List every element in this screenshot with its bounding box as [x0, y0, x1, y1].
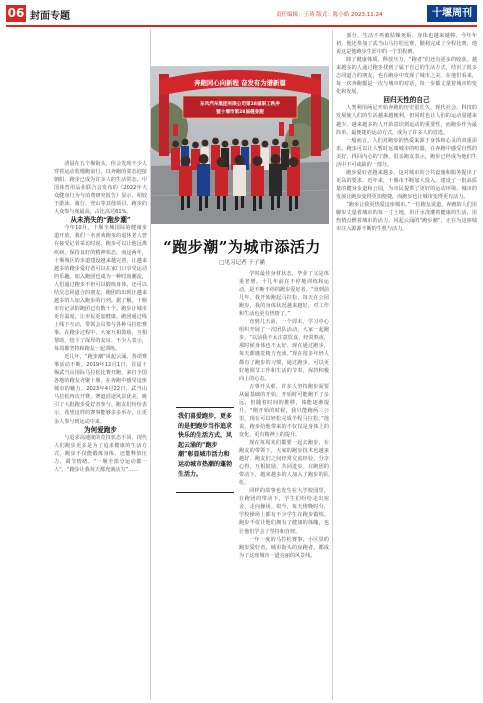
paragraph: 与追求高速度的竞技状态不同，现代人们跑步更多是为了追求健康的生活方式。跑步不仅能锻炼身体，还能释放压力、调节情绪。“一堰全部分运动都一人”，“跑步让我每天都充满活力”……: [54, 434, 147, 473]
paragraph: 一年一度的马拉松赛事，小区里的跑步爱好者，城市街头的夜跑者，都成为了这座城市一道亮丽的风景线。: [239, 536, 329, 559]
banner-line-two: 东风汽车集团有限公司第28届职工秩序: [200, 102, 280, 107]
article-column-left: [54, 160, 147, 695]
marathon-photo: [151, 66, 329, 224]
article-column-middle: [239, 270, 329, 695]
article-column-right: [336, 32, 477, 697]
paragraph: 今年10月，十堰全城国际的健康步道开放，我们一名喜欢跑步的退休老人曾在接受记者采访时说，跑步可以让他远离疾病，保持良好的精神状态。而这两年，十堰城区的步道建设越来越完善，让越来越多的跑步爱好者可以在家门口享受运动的乐趣。加入跑团也成为一种时尚潮流，人们通过跑步不但可以锻炼身体，还可以结交志同道合的朋友。跑团的出现让越来越多的人加入跑步的行列。据了解，十堰市有记录的跑团已有数十个。跑步让城市更有温度，让市民更加健康。跑团通过线上线下互动，带领会员参与各种马拉松赛事。在跑步过程中，大家互相鼓励、互相帮助，结下了深厚的友谊。不少人表示，每周都坚持和跑友一起训练。: [54, 225, 147, 353]
paragraph: 万事开头难，许多人坚持跑步需要从最基础的开始，开始时可能跑不了多远，但随着时间的推移，体能逐渐提升。“刚开始的时候，我只能跑两三公里，现在可以轻松完成半程马拉松。”他说，跑步给他带来的不仅仅是身体上的变化，更有精神上的提升。: [239, 383, 329, 438]
paragraph: 清晨在五个堰街头，你会发现不少人穿着运动装慢跑前行。以奔跑的姿态迎接朝阳、跑步已成为许多人的生活常态。中国体育用品业联合会发布的《2022年大众健身行为与消费研究报告》显示，相较于游泳、骑行、登山等其他项目，跑步的大众参与度最高，占比高达61%。: [54, 161, 147, 216]
editor-meta: 责任编辑：王琦 版式：陈小皓 2023.11.24: [276, 12, 383, 18]
paragraph: 一般而言，人们对跑步的热爱来源于身体和心灵的双重需求。跑步可以让人暂时远离城市的喧嚣，在奔跑中感受自然的美好，找回内心的宁静。很多跑友表示，跑步已经成为他们生活中不可或缺的一部分。: [336, 137, 477, 168]
paragraph: 跑步爱好者越来越多，这对城市的公共设施和服务提出了更高的要求。近年来，十堰市不断加大投入，建设了一批高质量的健身步道和公园，为市民提供了更好的运动环境。城市的发展让跑步变得更加便捷，而跑步也让城市变得更有活力。: [336, 169, 477, 200]
paragraph: 除了健康体质，释放压力，“跑者”们还有更多的收获。越来越多的人通过跑步找到了属于自己的生活方式，结识了很多志同道合的朋友，也在跑步中发现了城市之美。在他们看来，每一次奔跑都是一次与城市的对话，每一步都丈量着城市的变化和发展。: [336, 57, 477, 96]
subheading: 从未消失的“跑步潮”: [70, 216, 131, 225]
paragraph: 学时最佳身材状态，毕业了又是体重老增。十几年前在不停地训练和运动，是不断不停的跑步爱好者。“直到前几年，我开始跑起马拉松，每天在公园跑步，我的身体状况越来越好，对工作和生活也更有热情了。”: [239, 271, 329, 318]
brand-logo: 十堰周刊: [427, 5, 477, 22]
page-header: [6, 4, 477, 24]
marathon-photo-illustration: [151, 66, 329, 224]
section-title: 封面专题: [30, 11, 70, 22]
paragraph: 直到几天前，一个周末，学习中心组织开展了一次团队活动，大家一起跑步。“以前我不太注意饮食，经常熬夜，那时候身体也不太好。现在通过跑步，每天都感觉精力充沛。”现在很多年轻人都有了跑步的习惯，通过跑步，可以更好地调节工作和生活的节奏，保持积极向上的心态。: [239, 319, 329, 382]
article-byline: □见习记者 于子涵: [219, 260, 265, 266]
paragraph: 现在每周末们都要一起去跑步，在跑友的带领下，大家的跑步技术也越来越好。跑友们之间经常交流经验，分享心得，互相鼓励，共同进步。在跑团的带动下，越来越多的人加入了跑步的队伍。: [239, 439, 329, 487]
subheading: 为何爱跑步: [84, 425, 117, 434]
paragraph: 同样的故事也发生在大学校园里。在跑团的带动下，学生们纷纷走出宿舍，走向操场。如今，每天傍晚时分，学校操场上都有不少学生在跑步锻炼。跑步不仅让他们拥有了健康的体魄，也让他们学会了坚持和自律。: [239, 488, 329, 535]
paragraph: 部分，生活不再被枯燥死板，身体也越来越棒。今年年初，他还参加了武当山马拉松比赛，顺利完成了全程比赛，他说这是他跑步生涯中的一个里程碑。: [336, 33, 477, 56]
paragraph: 近几年，“跑步潮”风起云涌，各项赛事活动不断。2019年12月1日，首届十堰武当山国际马拉松比赛开跑，来自全国各地的跑友齐聚十堰，在奔跑中感受这座城市的魅力。2023年4月22日，武当山马拉松再次开赛，赛道沿途风景优美，吸引了大批跑步爱好者参与。跑友们纷纷表示，希望这样的赛事能够多多举办，让更多人参与到运动中来。: [54, 354, 147, 425]
paragraph: 人类利用两足开始奔跑的历史很长久。现代社会，科技的发展使人们的生活越来越便利，但同时也让人们的运动量越来越少。越来越多的人开始意识到运动的重要性，而跑步作为最简单、最便捷的运动方式，成为了许多人的首选。: [336, 105, 477, 136]
article-headline: “跑步潮”为城市添活力: [163, 238, 321, 256]
page-number: 06: [7, 6, 25, 20]
banner-line-three: 暨十堰市第28届健身跑: [216, 110, 264, 115]
subheading: 回归天性的自己: [383, 96, 430, 105]
paragraph: “跑步让我更热爱这座城市。”一位跑友说道。奔跑的人们用脚步丈量着城市的每一寸土地，用汗水浇灌着健康的生活，用热情点燃着城市的活力。风起云涌的“跑步潮”，正在为这座城市注入源源不断的生机与活力。: [336, 201, 477, 233]
column-divider: [332, 30, 333, 700]
arch-slogan: 奔跑同心向新程 奋发有为谱新篇: [194, 79, 286, 87]
header-rule: [6, 25, 477, 27]
pull-quote-text: 我们喜爱跑步，更多的是把跑步当作追求快乐的生活方式，风起云涌的“跑步潮”彰显城市活力和运动城市热潮的蓬勃生活力。: [178, 413, 233, 478]
pull-quote: [176, 407, 234, 493]
